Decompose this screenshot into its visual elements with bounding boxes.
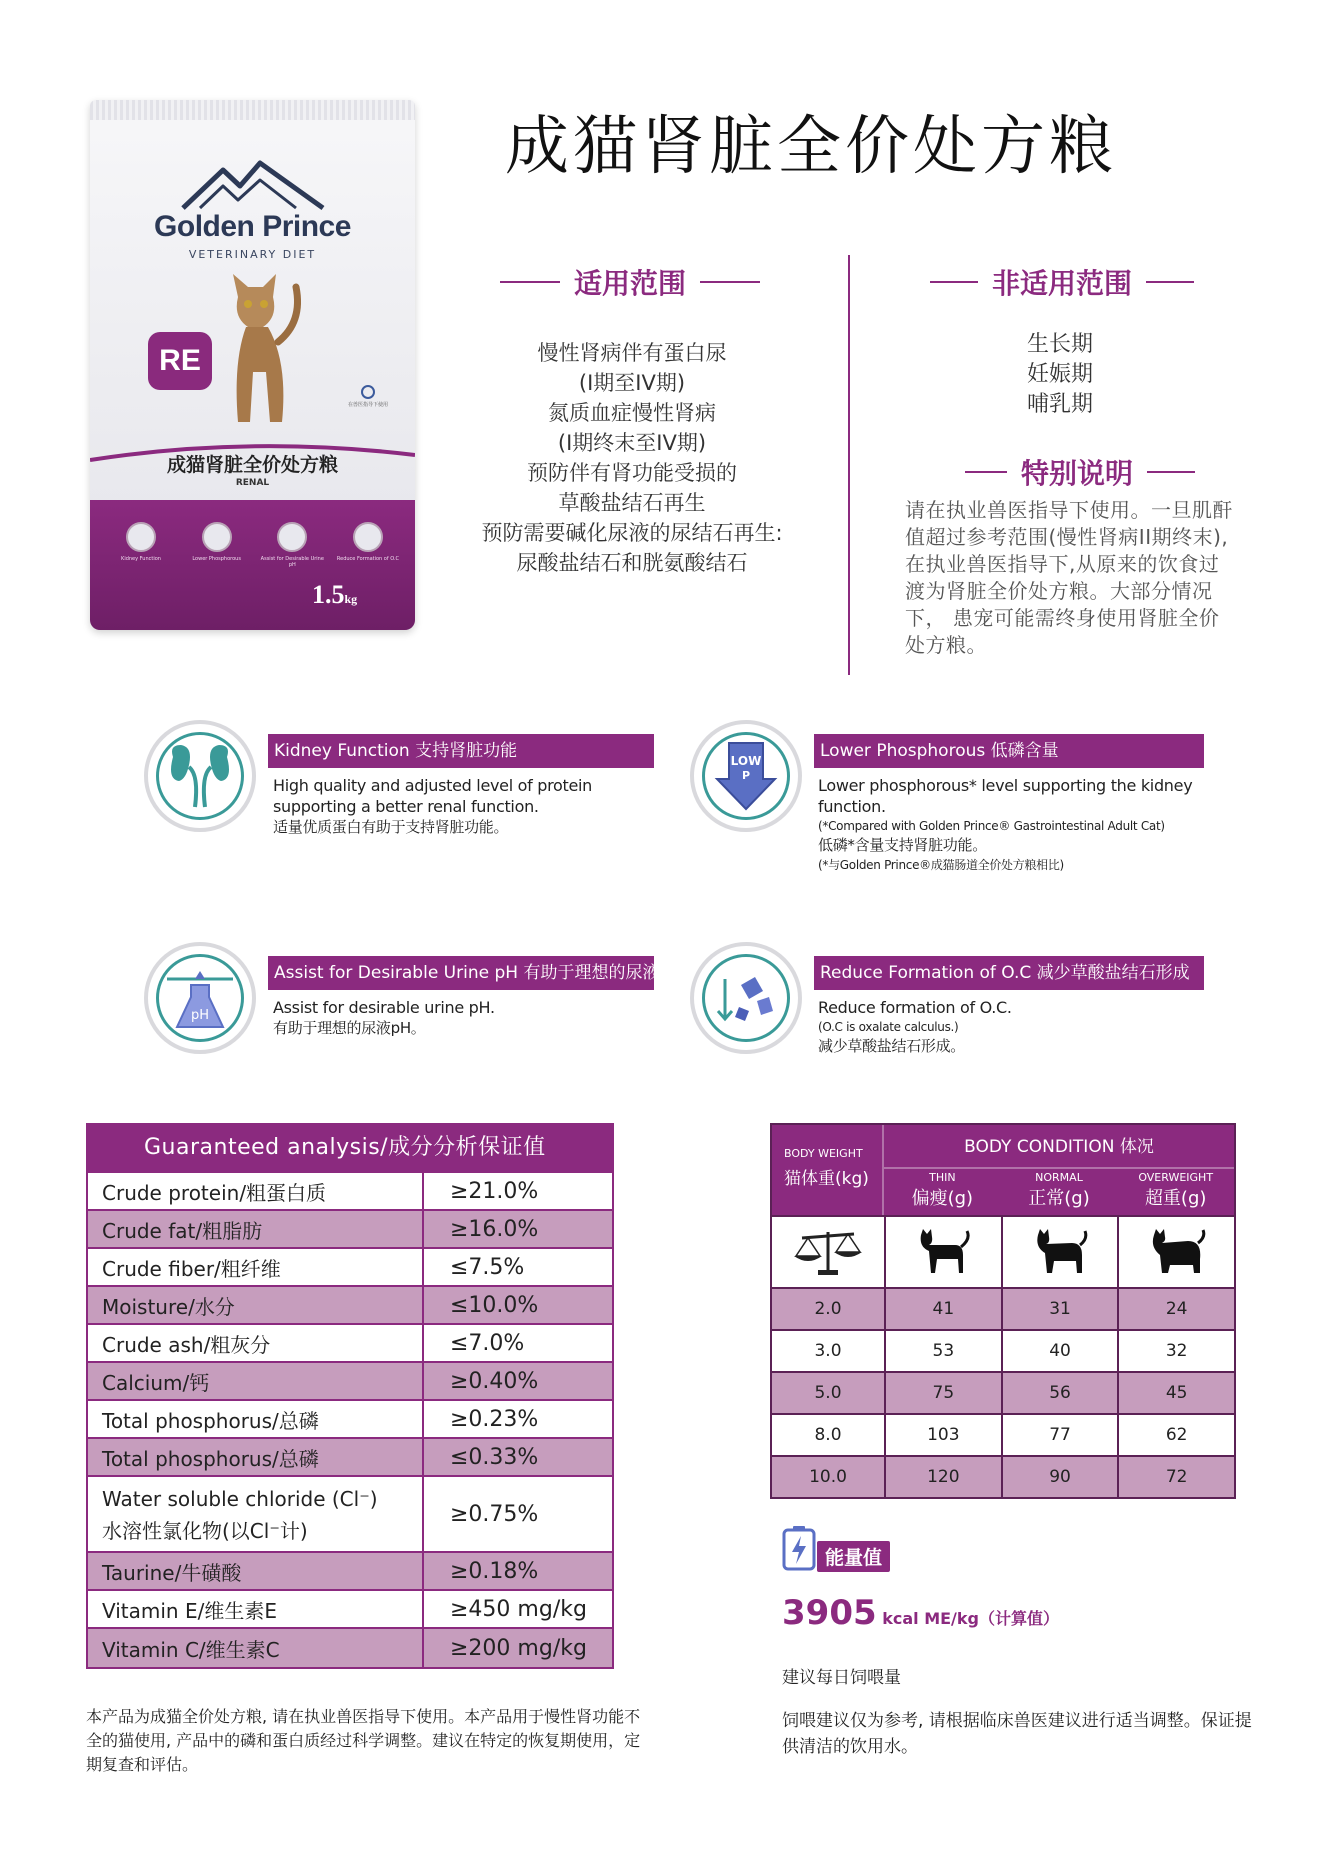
table-row: 5.0 75 56 45 (772, 1371, 1234, 1413)
cat-photo-icon (208, 272, 308, 427)
feeding-text: 饲喂建议仅为参考, 请根据临床兽医建议进行适当调整。保证提供清洁的饮用水。 (782, 1711, 1252, 1757)
kidney-icon (159, 735, 241, 817)
special-heading: 特别说明 (965, 452, 1195, 492)
feature-phosphorous-title: Lower Phosphorous 低磷含量 (814, 734, 1204, 768)
cat-overweight-icon (1148, 1229, 1206, 1275)
cat-thin-icon (915, 1229, 971, 1275)
bag-brand-sub: VETERINARY DIET (188, 248, 317, 261)
bag-title: 成猫肾脏全价处方粮 (166, 454, 338, 476)
analysis-heading: Guaranteed analysis/成分分析保证值 (86, 1123, 614, 1173)
table-row: Water soluble chloride (Cl⁻) 水溶性氯化物(以Cl⁻计) ≥0.75% (88, 1477, 612, 1553)
feature-kidney-circle (144, 720, 256, 832)
bag-code-badge: RE (148, 332, 212, 390)
feature-oc-circle (690, 942, 802, 1054)
table-row: Moisture/水分 ≤10.0% (88, 1287, 612, 1325)
vertical-divider (848, 255, 850, 675)
table-row: 10.0 120 90 72 (772, 1455, 1234, 1497)
bag-weight: 1.5kg (312, 580, 358, 609)
feeding-table (770, 1123, 1236, 1499)
table-row: 3.0 53 40 32 (772, 1329, 1234, 1371)
cat-normal-icon (1032, 1229, 1088, 1275)
bag-icon-phosphorous: Lower Phosphorous (184, 522, 250, 568)
table-row: 2.0 41 31 24 (772, 1287, 1234, 1329)
bag-renal: RENAL (235, 478, 270, 488)
feature-ph-title: Assist for Desirable Urine pH 有助于理想的尿液pH (268, 956, 654, 990)
usage-footnote: 本产品为成猫全价处方粮, 请在执业兽医指导下使用。本产品用于慢性肾功能不全的猫使用, 产品中的磷和蛋白质经过科学调整。建议在特定的恢复期使用，定期复查和评估。 (86, 1707, 641, 1774)
analysis-table (86, 1173, 614, 1669)
table-row: Calcium/钙 ≥0.40% (88, 1363, 612, 1401)
low-phosphorous-icon (705, 735, 787, 817)
feature-ph-circle (144, 942, 256, 1054)
bag-icon-oc: Reduce Formation of O.C (335, 522, 401, 568)
svg-text:pH: pH (190, 1008, 210, 1023)
table-row: Crude fiber/粗纤维 ≤7.5% (88, 1249, 612, 1287)
table-row: Vitamin E/维生素E ≥450 mg/kg (88, 1591, 612, 1629)
bag-bottom-band (90, 500, 415, 630)
battery-energy-icon (782, 1525, 816, 1571)
table-row: Crude ash/粗灰分 ≤7.0% (88, 1325, 612, 1363)
feature-kidney-body: High quality and adjusted level of protein supporting a better renal function. 适量优质蛋白有助于支持肾脏功能。 (273, 776, 593, 836)
ph-flask-icon (159, 957, 241, 1039)
unsuitable-list: 生长期 妊娠期 哺乳期 (1026, 332, 1093, 417)
feature-phosphorous-circle (690, 720, 802, 832)
unsuitable-heading: 非适用范围 (930, 262, 1194, 302)
bag-icon-ph: Assist for Desirable Urine pH (259, 522, 325, 568)
energy-value: 3905 kcal ME/kg（计算值） (782, 1593, 1059, 1633)
feeding-table-header: BODY WEIGHT 猫体重(kg) BODY CONDITION 体况 THIN 偏瘦(g) NORMAL 正常(g) OVERWEIGHT 超重(g) (772, 1125, 1234, 1215)
page-title: 成猫肾脏全价处方粮 (505, 110, 1117, 184)
bag-seal (90, 100, 415, 120)
suitable-heading: 适用范围 (500, 262, 760, 302)
svg-text:P: P (741, 769, 751, 782)
feature-oc-title: Reduce Formation of O.C 减少草酸盐结石形成 (814, 956, 1204, 990)
feature-oc-body: Reduce formation of O.C. (O.C is oxalate calculus.) 减少草酸盐结石形成。 (818, 998, 1012, 1055)
table-row: Vitamin C/维生素C ≥200 mg/kg (88, 1629, 612, 1667)
feeding-title: 建议每日饲喂量 (782, 1668, 901, 1688)
feature-ph-body: Assist for desirable urine pH. 有助于理想的尿液pH。 (273, 998, 495, 1037)
feature-phosphorous-body: Lower phosphorous* level supporting the kidney function. (*Compared with Golden Prince® Gastrointestinal Adult Cat) 低磷*含量支持肾脏功能。 (*与Golden Prince®成猫肠道全价处方粮相比) (818, 776, 1193, 872)
product-bag (90, 100, 415, 630)
svg-text:LOW: LOW (730, 754, 762, 768)
special-note: 请在执业兽医指导下使用。一旦肌酐值超过参考范围(慢性肾病II期终末),在执业兽医指导下,从原来的饮食过渡为肾脏全价处方粮。大部分情况下， 患宠可能需终身使用肾脏全价处方粮。 (905, 498, 1233, 657)
energy-label: 能量值 (817, 1541, 890, 1572)
feeding-table-icons (772, 1215, 1234, 1287)
feature-kidney-title: Kidney Function 支持肾脏功能 (268, 734, 654, 768)
table-row: Taurine/牛磺酸 ≥0.18% (88, 1553, 612, 1591)
suitable-list: 慢性肾病伴有蛋白尿 (I期至IV期) 氮质血症慢性肾病 (I期终末至IV期) 预防伴有肾功能受损的 草酸盐结石再生 预防需要碱化尿液的尿结石再生: 尿酸盐结石和胱氨酸结石 (481, 341, 783, 575)
table-row: Total phosphorus/总磷 ≤0.33% (88, 1439, 612, 1477)
crystals-icon (705, 957, 787, 1039)
scale-icon (792, 1226, 864, 1278)
bag-brand: Golden Prince (154, 210, 351, 243)
table-row: Total phosphorus/总磷 ≥0.23% (88, 1401, 612, 1439)
bag-icon-kidney: Kidney Function (108, 522, 174, 568)
mountain-logo-icon (178, 158, 328, 213)
table-row: Crude fat/粗脂肪 ≥16.0% (88, 1211, 612, 1249)
table-row: 8.0 103 77 62 (772, 1413, 1234, 1455)
table-row: Crude protein/粗蛋白质 ≥21.0% (88, 1173, 612, 1211)
vet-badge: 在兽医指导下使用 (338, 385, 398, 408)
